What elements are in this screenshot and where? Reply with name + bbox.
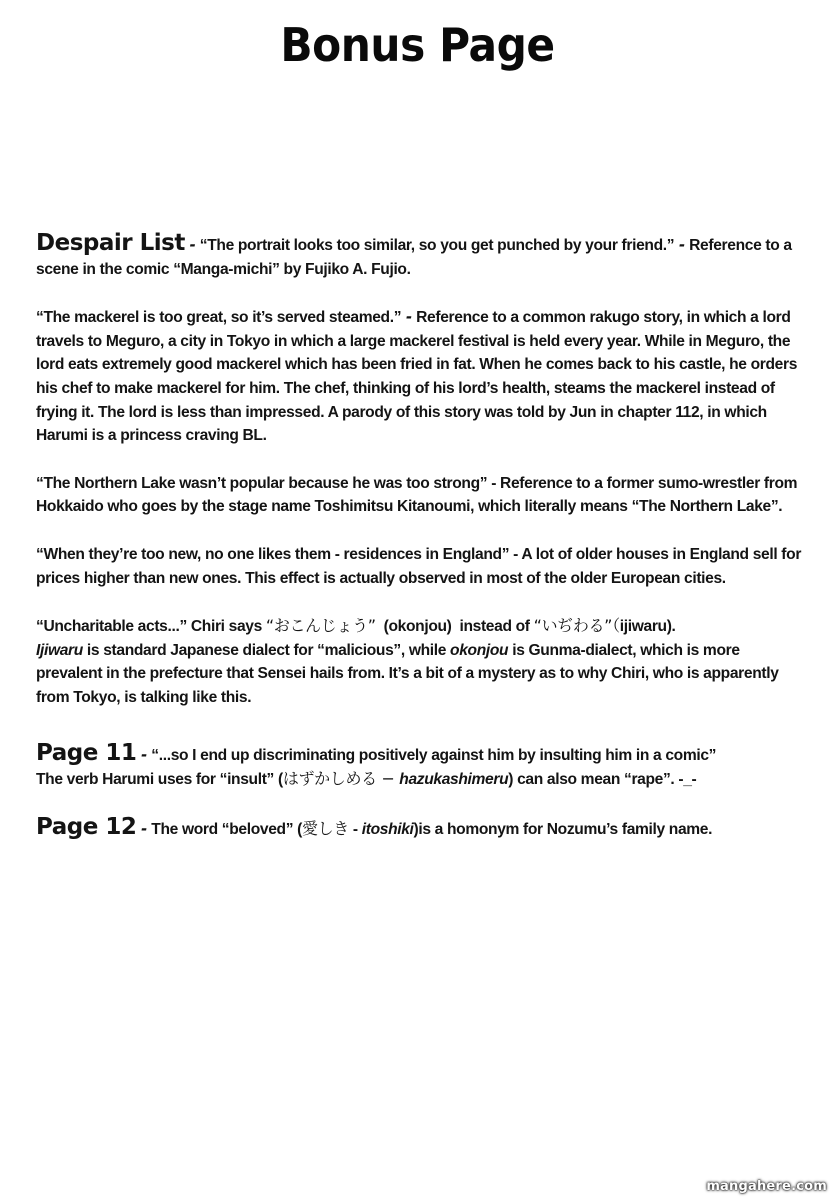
entry-quote: “The mackerel is too great, so it’s served steamed.” (36, 309, 402, 327)
entry-text: ijiwaru). (619, 618, 676, 636)
section-label-despair-list: Despair List (36, 230, 185, 256)
entry-dash: - (509, 545, 522, 563)
entry-dash: - (487, 474, 501, 492)
entry-text: ) can also mean “rape”. -_- (508, 771, 697, 789)
japanese-text: はずかしめる − (282, 769, 400, 789)
entry-text: The word “beloved” ( (151, 820, 302, 838)
entry-text: “Uncharitable acts...” Chiri says (36, 618, 266, 636)
italic-term: Ijiwaru (36, 641, 83, 659)
entry-text: (okonjou) instead of (375, 618, 534, 636)
entry-text: - (348, 820, 362, 838)
entry-text: is standard Japanese dialect for “malicious”, while (82, 641, 451, 659)
section-separator: - (184, 234, 200, 254)
italic-term: hazukashimeru (399, 771, 509, 789)
site-watermark: mangahere.com (706, 1179, 827, 1194)
entry-note: A lot of older houses in England sell for prices higher than new ones. This effect is actually observed in most of the older European cities. (36, 545, 802, 587)
entry-text: is Gunma-dialect, which is more prevalent in the prefecture that Sensei hails from. It’s a bit of a mystery as to why Chiri, who is apparently from Tokyo, is talking like this. (36, 641, 779, 706)
entry-text: )is a homonym for Nozumu’s family name. (413, 820, 713, 838)
section-label-page-11: Page 11 (36, 739, 137, 766)
entry-dash: - (401, 306, 417, 327)
italic-term: itoshiki (361, 820, 414, 838)
japanese-text: 愛しき (301, 818, 349, 838)
section-separator: - (136, 743, 152, 764)
section-label-page-12: Page 12 (36, 813, 137, 840)
entry-quote: “The Northern Lake wasn’t popular because he was too strong” (36, 474, 488, 492)
despair-list-entry-4 (36, 543, 806, 590)
japanese-text: “いぢわる”（ (533, 616, 620, 636)
japanese-text: “おこんじょう” (265, 616, 376, 636)
entry-dash: - (674, 234, 690, 254)
despair-list-entry-1 (36, 232, 806, 281)
despair-list-entry-5 (36, 614, 806, 709)
entry-note: Reference to a scene in the comic “Manga-michi” by Fujiko A. Fujio. (36, 237, 792, 278)
entry-text: The verb Harumi uses for “insult” ( (36, 771, 283, 789)
entry-note: Reference to a common rakugo story, in which a lord travels to Meguro, a city in Tokyo in which a large mackerel festival is held every year. While in Meguro, the lord eats extremely good mackerel which has been fried in fat. When he comes back to his castle, he orders his chef to make mackerel for him. The chef, thinking of his lord’s health, steams the mackerel instead of frying it. The lord is less than impressed. A parody of this story was told by Jun in chapter 112, in which Harumi is a princess craving BL. (36, 309, 798, 445)
section-separator: - (136, 817, 152, 838)
despair-list-entry-3 (36, 472, 806, 519)
page-title: Bonus Page (280, 18, 555, 72)
notes-content (36, 232, 806, 865)
entry-note: Reference to a former sumo-wrestler from Hokkaido who goes by the stage name Toshimitsu Kitanoumi, which literally means “The Northern Lake”. (36, 474, 798, 516)
page-12-note (36, 813, 806, 842)
page-11-note (36, 739, 806, 792)
despair-list-entry-2 (36, 305, 806, 448)
entry-quote: “When they’re too new, no one likes them - residences in England” (36, 545, 510, 563)
entry-quote: “...so I end up discriminating positively against him by insulting him in a comic” (151, 746, 717, 764)
italic-term: okonjou (450, 641, 509, 659)
entry-quote: “The portrait looks too similar, so you get punched by your friend.” (199, 237, 675, 254)
